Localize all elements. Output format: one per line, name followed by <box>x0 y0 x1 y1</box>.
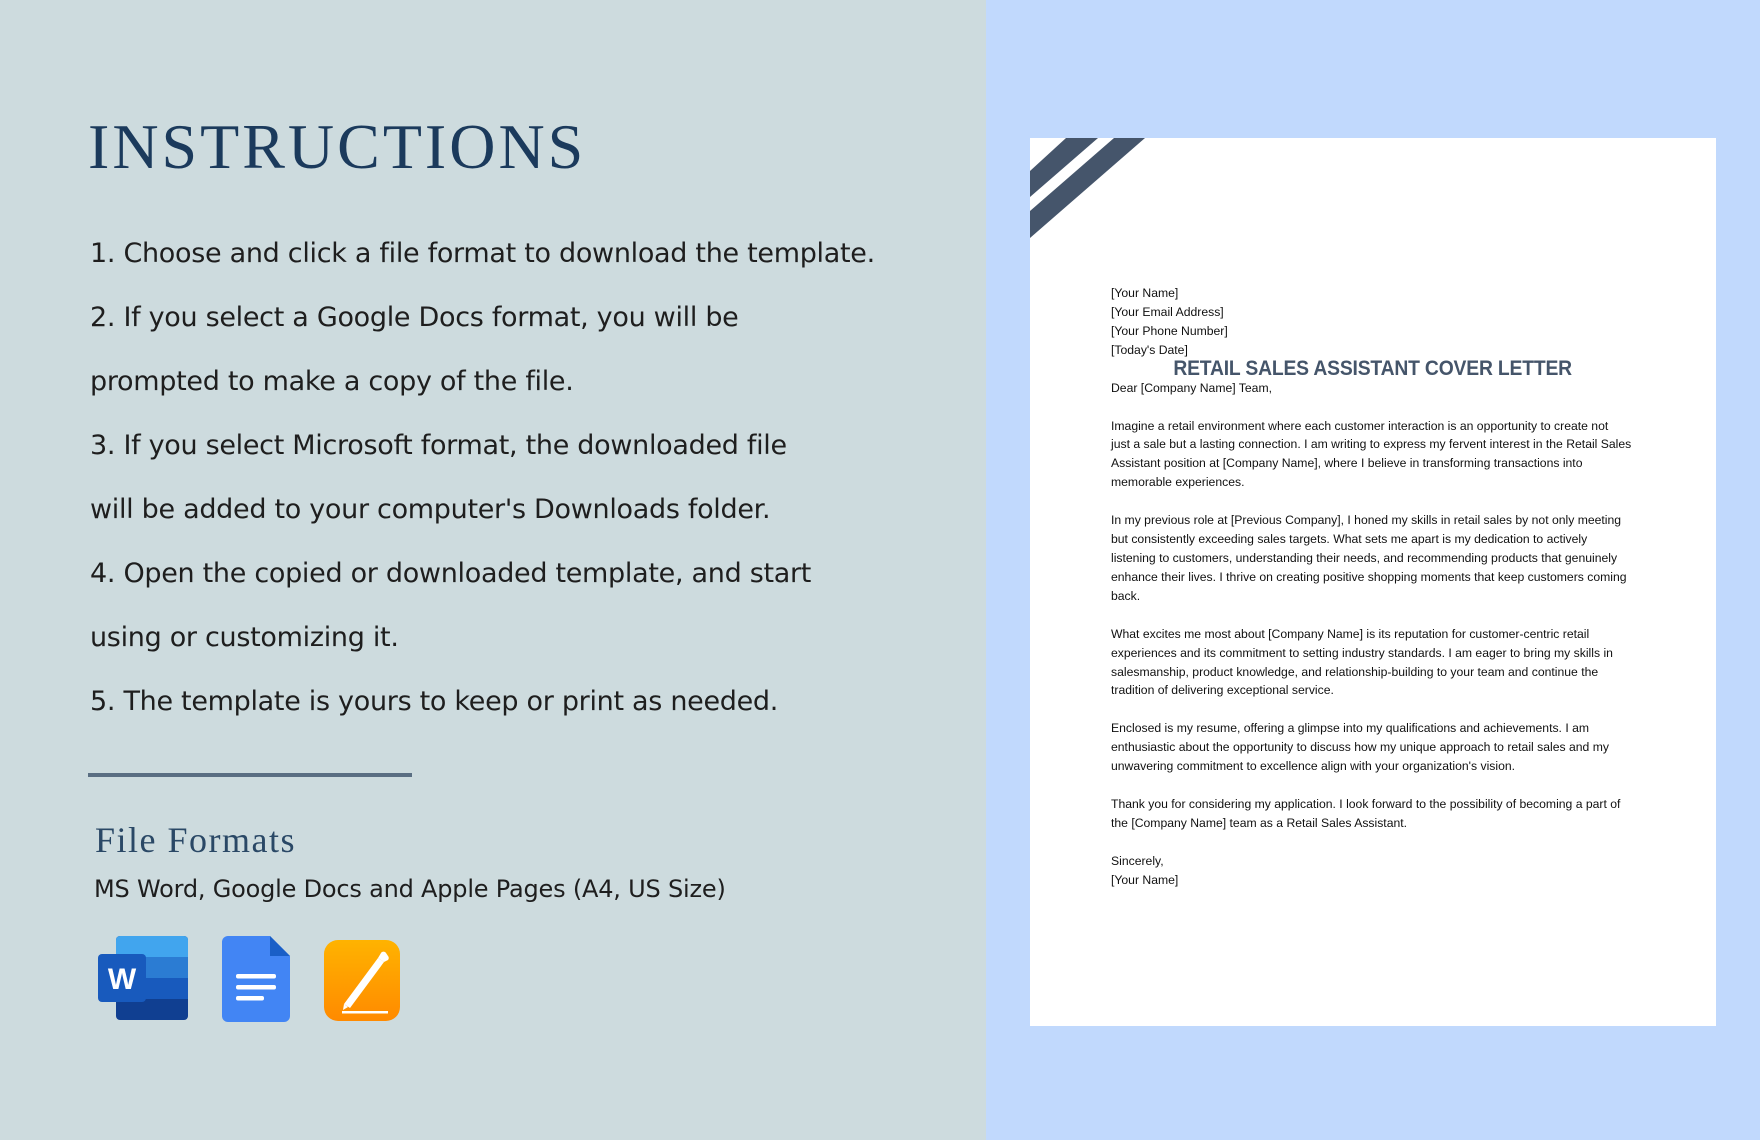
paragraph-5 <box>1111 795 1651 833</box>
paragraph-line: Enclosed is my resume, offering a glimpse into my qualifications and achievements. I am <box>1111 721 1590 736</box>
ms-word-icon[interactable] <box>98 936 188 1020</box>
letter-date: [Today's Date] <box>1111 342 1188 357</box>
paragraph-line: In my previous role at [Previous Company], I honed my skills in retail sales by not only meeting <box>1111 513 1622 528</box>
corner-stripes-decoration <box>1030 138 1160 248</box>
paragraph-line: What excites me most about [Company Name] is its reputation for customer-centric retail <box>1111 626 1590 641</box>
instruction-step: 2. If you select a Google Docs format, you will be <box>90 302 739 333</box>
paragraph-4 <box>1111 719 1651 776</box>
file-formats-description: MS Word, Google Docs and Apple Pages (A4, US Size) <box>94 875 726 903</box>
paragraph-line: just a sale but a lasting connection. I am writing to express my fervent interest in the Retail Sales <box>1111 437 1632 452</box>
instructions-title: INSTRUCTIONS <box>88 111 587 182</box>
paragraph-line: Assistant position at [Company Name], where I believe in transforming transactions into <box>1111 456 1583 471</box>
paragraph-line: back. <box>1111 588 1141 603</box>
apple-pages-icon[interactable] <box>324 940 400 1021</box>
paragraph-line: enhance their lives. I thrive on creating positive shopping moments that keep customers coming <box>1111 569 1627 584</box>
instruction-step: prompted to make a copy of the file. <box>90 366 574 397</box>
paragraph-line: but consistently exceeding sales targets. What sets me apart is my dedication to actively <box>1111 532 1588 547</box>
instruction-step: 3. If you select Microsoft format, the downloaded file <box>90 430 787 461</box>
letter-body <box>1111 284 1651 890</box>
paragraph-line: the [Company Name] team as a Retail Sales Assistant. <box>1111 815 1408 830</box>
paragraph-3 <box>1111 625 1651 701</box>
closing: Sincerely, <box>1111 853 1164 868</box>
section-divider <box>88 773 412 777</box>
instruction-step: 1. Choose and click a file format to download the template. <box>90 238 875 269</box>
instruction-step: will be added to your computer's Downloads folder. <box>90 494 771 525</box>
salutation: Dear [Company Name] Team, <box>1111 380 1272 395</box>
paragraph-line: memorable experiences. <box>1111 475 1245 490</box>
paragraph-2 <box>1111 511 1651 606</box>
paragraph-line: enthusiastic about the opportunity to discuss how my unique approach to retail sales and my <box>1111 740 1609 755</box>
paragraph-line: listening to customers, understanding their needs, and recommending products that genuinely <box>1111 550 1618 565</box>
instruction-step: using or customizing it. <box>90 622 399 653</box>
paragraph-line: salesmanship, product knowledge, and relationship-building to your team and continue the <box>1111 664 1599 679</box>
sender-name: [Your Name] <box>1111 286 1179 300</box>
file-formats-title: File Formats <box>95 820 297 860</box>
instruction-steps <box>90 222 875 734</box>
document-preview <box>1030 138 1716 1026</box>
paragraph-line: Thank you for considering my application. I look forward to the possibility of becoming a part of <box>1111 797 1621 812</box>
instruction-step: 4. Open the copied or downloaded template, and start <box>90 558 812 589</box>
google-docs-icon[interactable] <box>222 936 290 1022</box>
sender-email: [Your Email Address] <box>1111 304 1224 319</box>
sender-phone: [Your Phone Number] <box>1111 323 1228 338</box>
paragraph-line: experiences and its commitment to setting industry standards. I am eager to bring my skills in <box>1111 645 1613 660</box>
paragraph-line: unwavering commitment to excellence align with your organization's vision. <box>1111 759 1516 774</box>
document-title: RETAIL SALES ASSISTANT COVER LETTER <box>1173 357 1573 380</box>
signature: [Your Name] <box>1111 872 1179 887</box>
paragraph-line: tradition of delivering exceptional service. <box>1111 683 1334 698</box>
instruction-step: 5. The template is yours to keep or print as needed. <box>90 686 779 717</box>
svg-text:W: W <box>107 963 137 996</box>
paragraph-1 <box>1111 417 1651 493</box>
paragraph-line: Imagine a retail environment where each customer interaction is an opportunity to create not <box>1111 418 1609 433</box>
